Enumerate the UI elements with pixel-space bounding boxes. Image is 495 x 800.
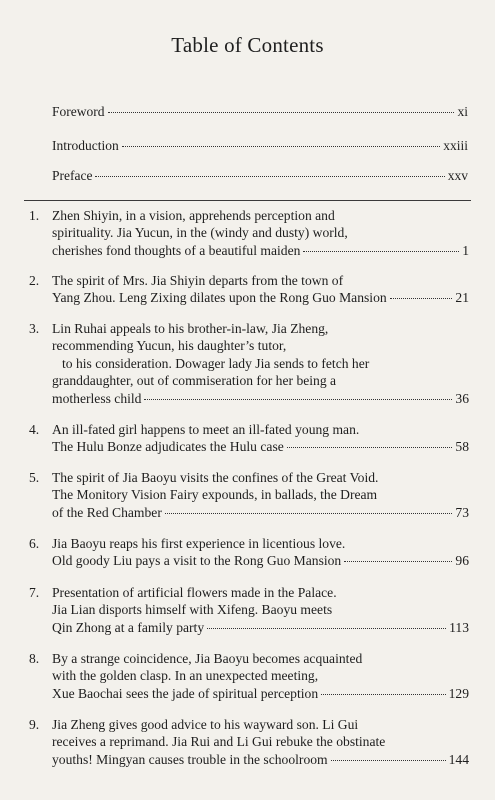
entry-label: Foreword (52, 104, 105, 119)
chapter-line: Lin Ruhai appeals to his brother-in-law, Jia Zheng, (52, 321, 329, 336)
chapter-number: 3. (29, 321, 40, 336)
chapter-number: 7. (29, 585, 40, 600)
page-number: xxiii (443, 138, 468, 153)
chapter-line: Xue Baochai sees the jade of spiritual perception (52, 685, 319, 701)
chapter-line: granddaughter, out of commiseration for her being a (52, 373, 337, 389)
chapter-line: The spirit of Jia Baoyu visits the confines of the Great Void. (52, 470, 379, 485)
chapter-line: Yang Zhou. Leng Zixing dilates upon the Rong Guo Mansion (52, 290, 387, 306)
chapter-number: 9. (29, 717, 40, 732)
chapter-line: Old goody Liu pays a visit to the Rong Guo Mansion (52, 553, 342, 569)
chapter-line: recommending Yucun, his daughter’s tutor, (52, 338, 287, 354)
chapter-line: Qin Zhong at a family party (52, 619, 205, 635)
dot-leader (331, 760, 446, 761)
page-number: 36 (455, 390, 469, 406)
chapter-entry-5 (29, 469, 469, 521)
chapter-number: 6. (29, 536, 40, 551)
front-matter-preface (52, 168, 468, 184)
chapter-entry-3 (29, 320, 469, 407)
chapter-line: An ill-fated girl happens to meet an ill-fated young man. (52, 422, 360, 437)
chapter-number: 5. (29, 470, 40, 485)
page-number: 58 (455, 439, 469, 455)
page-number: 73 (455, 504, 469, 520)
section-divider (24, 200, 471, 201)
dot-leader (207, 628, 446, 629)
chapter-line: youths! Mingyan causes trouble in the schoolroom (52, 751, 328, 767)
chapter-number: 8. (29, 651, 40, 666)
dot-leader (390, 298, 453, 299)
dot-leader (303, 251, 459, 252)
page-number: 21 (455, 290, 469, 306)
chapter-line: Zhen Shiyin, in a vision, apprehends perception and (52, 208, 335, 223)
chapter-line: The Monitory Vision Fairy expounds, in ballads, the Dream (52, 487, 378, 503)
dot-leader (144, 399, 452, 400)
page-number: 96 (455, 553, 469, 569)
chapter-line: By a strange coincidence, Jia Baoyu becomes acquainted (52, 651, 363, 666)
entry-label: Preface (52, 168, 93, 183)
dot-leader (122, 146, 440, 147)
page-number: xi (457, 104, 468, 119)
chapter-number: 4. (29, 422, 40, 437)
dot-leader (95, 176, 444, 177)
dot-leader (321, 694, 445, 695)
chapter-entry-1 (29, 207, 469, 259)
chapter-entry-8 (29, 650, 469, 702)
chapter-entry-6 (29, 535, 469, 570)
chapter-line: Jia Baoyu reaps his first experience in licentious love. (52, 536, 346, 551)
chapter-line: The spirit of Mrs. Jia Shiyin departs from the town of (52, 273, 344, 288)
watermark-logo (368, 708, 460, 736)
chapter-line: motherless child (52, 390, 142, 406)
page-number: 113 (449, 619, 469, 635)
chapter-line: Jia Zheng gives good advice to his wayward son. Li Gui (52, 717, 359, 732)
dot-leader (287, 447, 453, 448)
page-number: xxv (447, 168, 468, 183)
page-number: 129 (448, 685, 469, 701)
chapter-line: receives a reprimand. Jia Rui and Li Gui rebuke the obstinate (52, 734, 386, 750)
dot-leader (344, 561, 452, 562)
chapter-number: 2. (29, 273, 40, 288)
front-matter-foreword (52, 104, 468, 120)
chapter-line: Jia Lian disports himself with Xifeng. Baoyu meets (52, 602, 333, 618)
page-number: 1 (462, 242, 469, 258)
chapter-number: 1. (29, 208, 40, 223)
page-title: Table of Contents (171, 33, 324, 57)
chapter-line: cherishes fond thoughts of a beautiful maiden (52, 242, 301, 258)
page-number: 144 (448, 751, 469, 767)
chapter-line: with the golden clasp. In an unexpected meeting, (52, 668, 319, 684)
dot-leader (165, 513, 453, 514)
chapter-line: spirituality. Jia Yucun, in the (windy and dusty) world, (52, 225, 348, 241)
chapter-entry-7 (29, 584, 469, 636)
entry-label: Introduction (52, 138, 119, 153)
chapter-line: The Hulu Bonze adjudicates the Hulu case (52, 439, 284, 455)
chapter-entry-2 (29, 272, 469, 307)
front-matter-introduction (52, 138, 468, 154)
chapter-line: to his consideration. Dowager lady Jia sends to fetch her (62, 355, 370, 371)
chapter-line: of the Red Chamber (52, 504, 162, 520)
dot-leader (108, 112, 455, 113)
chapter-line: Presentation of artificial flowers made in the Palace. (52, 585, 337, 600)
chapter-entry-4 (29, 421, 469, 456)
